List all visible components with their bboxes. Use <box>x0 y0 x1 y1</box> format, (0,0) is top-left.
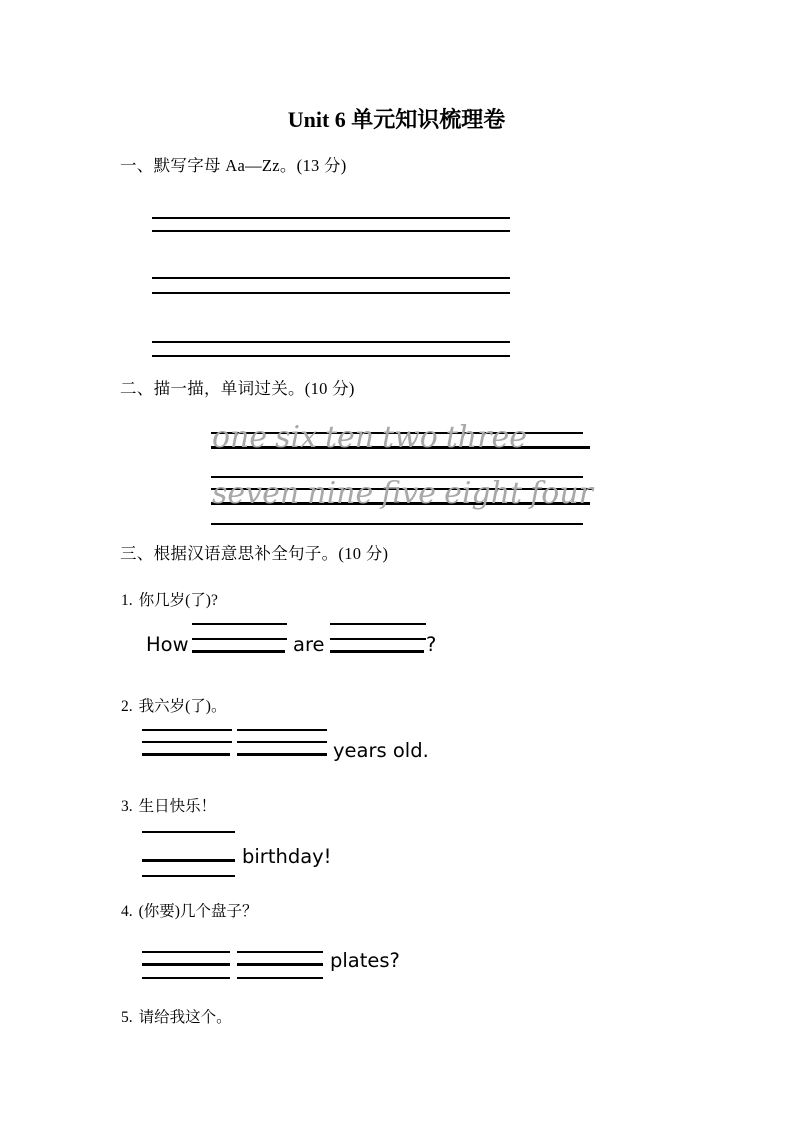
answer-text-tail: plates? <box>330 949 400 972</box>
blank-line <box>142 729 232 731</box>
question-1 <box>121 590 218 611</box>
blank-line-thick <box>237 753 327 756</box>
section1-heading: 一、默写字母 Aa—Zz。(13 分) <box>120 156 347 175</box>
section2-heading: 二、描一描，单词过关。(10 分) <box>120 379 355 398</box>
blank-line-thick <box>142 963 230 966</box>
question-prompt: 生日快乐！ <box>138 798 217 815</box>
answer-text-tail: birthday! <box>242 845 332 868</box>
question-3 <box>121 796 216 817</box>
trace-word: two <box>382 420 438 455</box>
question-number: 5. <box>121 1009 133 1026</box>
question-4 <box>121 901 257 922</box>
trace-words-row1 <box>212 421 527 455</box>
writing-line <box>152 277 510 279</box>
question-prompt: (你要)几个盘子？ <box>138 903 258 920</box>
blank-line <box>330 623 426 625</box>
writing-line <box>152 217 510 219</box>
trace-word: ten <box>324 420 375 455</box>
question-number: 2. <box>121 698 133 715</box>
trace-word: one <box>212 420 268 455</box>
trace-word: three <box>445 420 527 455</box>
blank-line <box>237 741 327 743</box>
question-prompt: 你几岁(了)? <box>138 592 218 609</box>
blank-line-thick <box>237 963 323 966</box>
trace-word: four <box>530 476 593 511</box>
blank-line <box>192 623 287 625</box>
trace-word: six <box>275 420 317 455</box>
question-2 <box>121 696 226 717</box>
blank-line <box>192 638 287 640</box>
blank-line <box>237 951 323 953</box>
page-title: Unit 6 单元知识梳理卷 <box>287 107 506 132</box>
writing-line <box>152 292 510 294</box>
trace-word: seven <box>212 476 300 511</box>
blank-line <box>142 977 230 979</box>
question-number: 4. <box>121 903 133 920</box>
question-prompt: 我六岁(了)。 <box>138 698 227 715</box>
question-5 <box>121 1007 232 1028</box>
answer-text-mid: are <box>293 633 325 656</box>
trace-words-row2 <box>212 477 593 511</box>
question-prompt: 请给我这个。 <box>138 1009 232 1026</box>
question-number: 3. <box>121 798 133 815</box>
answer-text-tail: years old. <box>333 739 429 762</box>
blank-line-thick <box>330 650 424 653</box>
section3-heading: 三、根据汉语意思补全句子。(10 分) <box>120 544 389 563</box>
blank-line <box>237 729 327 731</box>
question-number: 1. <box>121 592 133 609</box>
blank-line-thick <box>192 650 285 653</box>
writing-line <box>152 341 510 343</box>
guide-line <box>211 523 583 525</box>
blank-line <box>142 741 232 743</box>
blank-line <box>142 875 235 877</box>
answer-text-lead: How <box>146 633 189 656</box>
blank-line <box>330 638 426 640</box>
blank-line-thick <box>142 859 235 862</box>
trace-word: eight <box>444 476 523 511</box>
answer-text-tail: ? <box>426 633 437 656</box>
blank-line-thick <box>142 753 230 756</box>
trace-word: five <box>381 476 437 511</box>
writing-line <box>152 230 510 232</box>
writing-line <box>152 355 510 357</box>
trace-word: nine <box>307 476 374 511</box>
blank-line <box>237 977 323 979</box>
blank-line <box>142 951 230 953</box>
blank-line <box>142 831 235 833</box>
